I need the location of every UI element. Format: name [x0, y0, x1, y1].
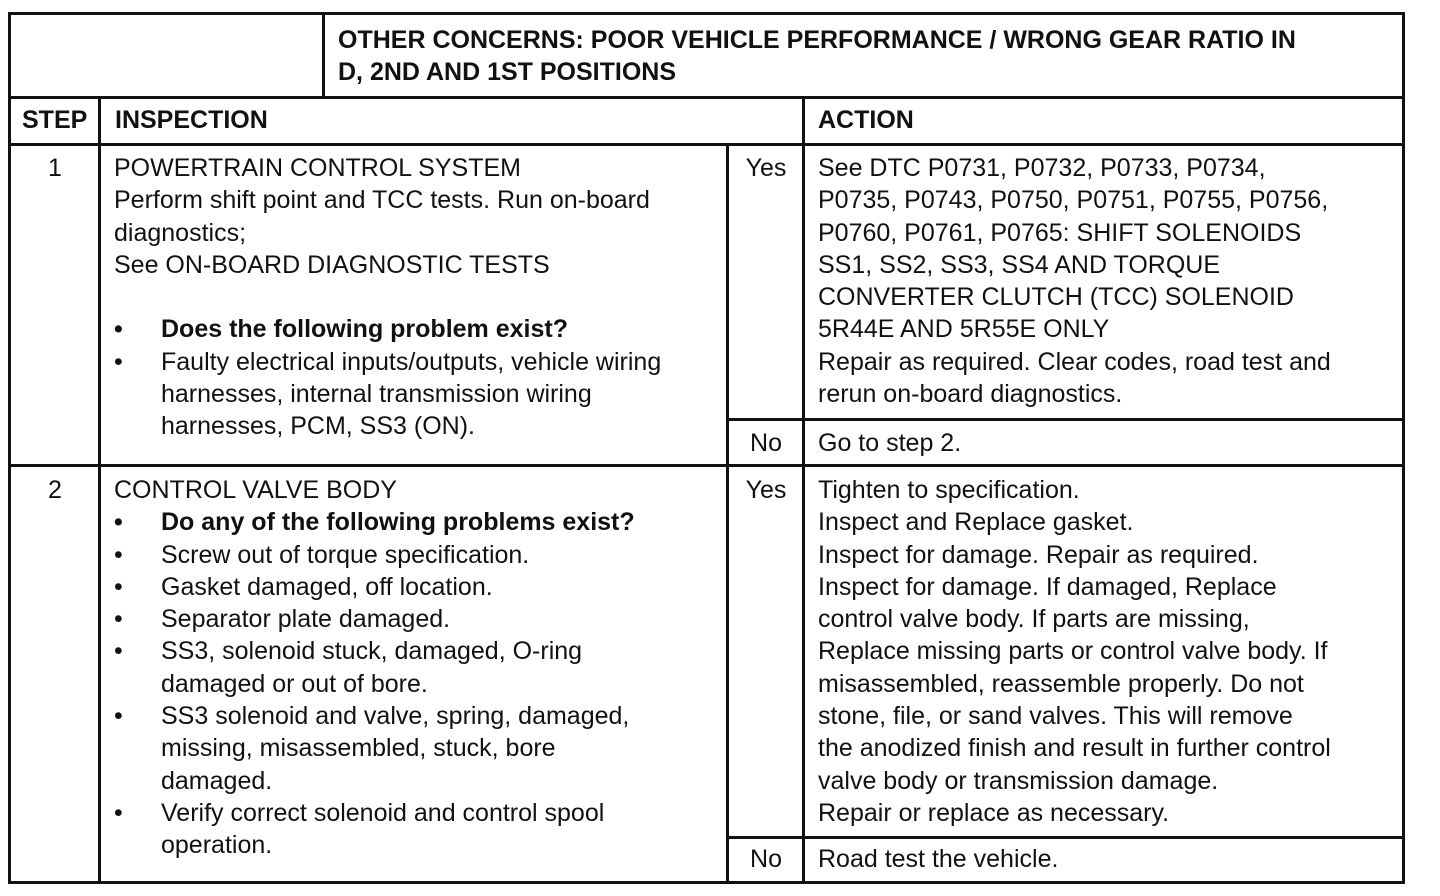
rule-step1-bottom: [8, 464, 1405, 467]
rule-bottom: [8, 881, 1405, 884]
step-2-inspection: CONTROL VALVE BODY • Do any of the following problems exist? • Screw out of torque specification. • Gasket damaged, off location. • Separator plate damaged. • SS3, solenoid stuck, damaged, O-ring damaged or out of bore. • SS3 solenoid and valve, spring, damaged, missing, misassembled, stuck, bore damaged. • Verify correct solenoid and control spool operation.: [114, 474, 635, 862]
step-1-no-label: No: [750, 429, 782, 457]
step-2-yes-label: Yes: [745, 476, 787, 504]
rule-right: [1402, 12, 1405, 884]
step-2-bullet: • SS3 solenoid and valve, spring, damaged, missing, misassembled, stuck, bore damaged.: [114, 700, 635, 797]
step-2-bullets: [114, 506, 635, 861]
rule-title-bottom: [8, 96, 1405, 99]
step-2-bullet: • Gasket damaged, off location.: [114, 571, 635, 603]
step-2-bullet: • Verify correct solenoid and control spool operation.: [114, 797, 635, 862]
step-2-yes-action: Tighten to specification. Inspect and Replace gasket. Inspect for damage. Repair as required. Inspect for damage. If damaged, Replace control valve body. If parts are missing, Replace missing parts or control valve body. If misassembled, reassemble properly. Do not stone, file, or sand valves. This will remove the anodized finish and result in further control valve body or transmission damage. Repair or replace as necessary.: [818, 476, 1331, 827]
header-action: ACTION: [818, 106, 914, 134]
step-1-number: 1: [48, 154, 62, 182]
step-2-no-action: Road test the vehicle.: [818, 845, 1059, 873]
step-2-question: • Do any of the following problems exist?: [114, 506, 635, 538]
rule-step1-yes-no: [726, 418, 1405, 421]
step-2-bullet: • Separator plate damaged.: [114, 603, 635, 635]
rule-top: [8, 12, 1405, 15]
step-1-question: • Does the following problem exist?: [114, 313, 661, 345]
step-2-bullet: • Screw out of torque specification.: [114, 539, 635, 571]
step-1-bullet: • Faulty electrical inputs/outputs, vehicle wiring harnesses, internal transmission wiring harnesses, PCM, SS3 (ON).: [114, 346, 661, 443]
rule-step2-yes-no: [726, 836, 1405, 839]
step-1-no-action: Go to step 2.: [818, 429, 962, 457]
step-2-bullet: • SS3, solenoid stuck, damaged, O-ring damaged or out of bore.: [114, 635, 635, 700]
step-1-yes-label: Yes: [745, 154, 787, 182]
rule-yesno-col: [726, 143, 729, 884]
header-inspection: INSPECTION: [115, 106, 268, 134]
step-1-yes-action: See DTC P0731, P0732, P0733, P0734, P0735, P0743, P0750, P0751, P0755, P0756, P0760, P0761, P0765: SHIFT SOLENOIDS SS1, SS2, SS3, SS4 AND TORQUE CONVERTER CLUTCH (TCC) SOLENOID 5R44E AND 5R55E ONLY Repair as required. Clear codes, road test and rerun on-board diagnostics.: [818, 154, 1331, 409]
step-2-no-label: No: [750, 845, 782, 873]
step-1-bullets: [114, 313, 661, 442]
rule-left: [8, 12, 11, 884]
header-step: STEP: [22, 106, 88, 134]
step-1-inspection: POWERTRAIN CONTROL SYSTEM Perform shift point and TCC tests. Run on-board diagnostics; See ON-BOARD DIAGNOSTIC TESTS • Does the following problem exist? • Faulty electrical inputs/outputs, vehicle wiring harnesses, internal transmission wiring harnesses, PCM, SS3 (ON).: [114, 152, 661, 443]
table-title: OTHER CONCERNS: POOR VEHICLE PERFORMANCE / WRONG GEAR RATIO IN D, 2ND AND 1ST POSITIONS: [338, 26, 1296, 86]
rule-step-col: [98, 96, 101, 884]
rule-title-divider: [322, 12, 325, 98]
step-2-number: 2: [48, 476, 62, 504]
rule-header-bottom: [8, 143, 1405, 146]
